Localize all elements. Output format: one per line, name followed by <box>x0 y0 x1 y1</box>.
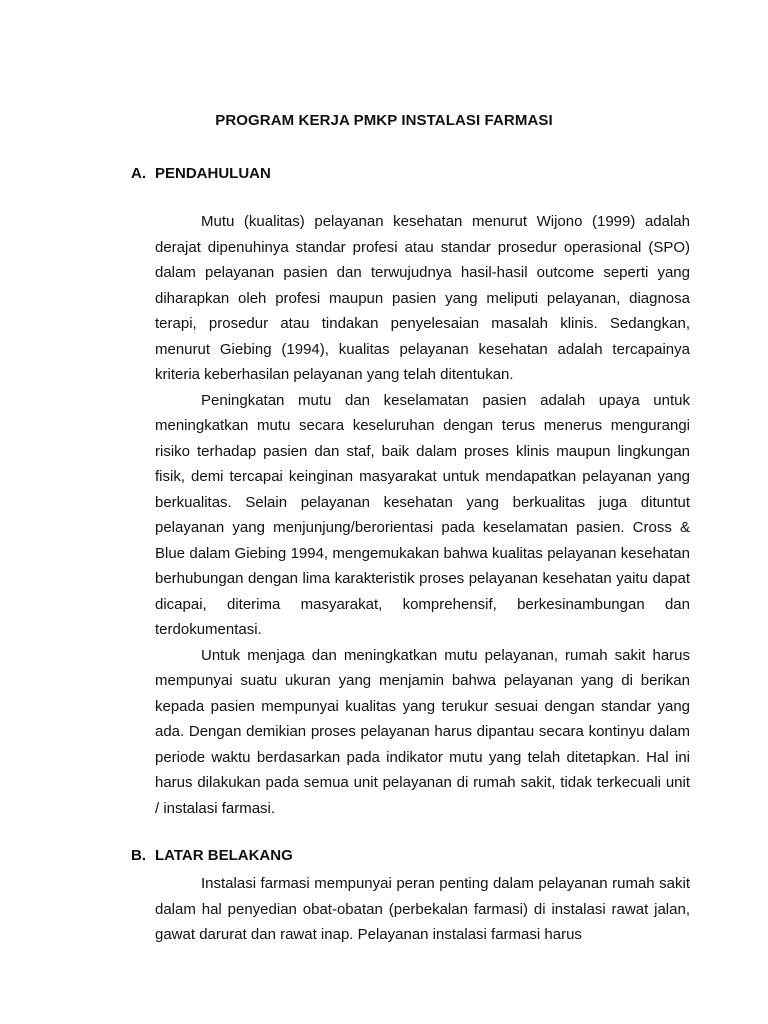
section-body-latar-belakang <box>155 871 690 948</box>
document-title: PROGRAM KERJA PMKP INSTALASI FARMASI <box>215 112 553 129</box>
paragraph: Peningkatan mutu dan keselamatan pasien adalah upaya untuk meningkatkan mutu secara keseluruhan dengan terus menerus mengurangi risiko terhadap pasien dan staf, baik dalam proses klinis maupun lingkungan fisik, demi tercapai keinginan masyarakat untuk mendapatkan pelayanan yang berkualitas. Selain pelayanan kesehatan yang berkualitas juga dituntut pelayanan yang menjunjung/berorientasi pada keselamatan pasien. Cross & Blue dalam Giebing 1994, mengemukakan bahwa kualitas pelayanan kesehatan berhubungan dengan lima karakteristik proses pelayanan kesehatan yaitu dapat dicapai, diterima masyarakat, komprehensif, berkesinambungan dan terdokumentasi. <box>155 391 690 638</box>
paragraph: Untuk menjaga dan meningkatkan mutu pelayanan, rumah sakit harus mempunyai suatu ukuran yang menjamin bahwa pelayanan yang di berikan kepada pasien mempunyai kualitas yang terukur sesuai dengan standar yang ada. Dengan demikian proses pelayanan harus dipantau secara kontinyu dalam periode waktu berdasarkan pada indikator mutu yang telah ditetapkan. Hal ini harus dilakukan pada semua unit pelayanan di rumah sakit, tidak terkecuali unit / instalasi farmasi. <box>155 646 690 817</box>
paragraph: Instalasi farmasi mempunyai peran penting dalam pelayanan rumah sakit dalam hal penyedian obat-obatan (perbekalan farmasi) di instalasi rawat jalan, gawat darurat dan rawat inap. Pelayanan instalasi farmasi harus <box>155 875 690 943</box>
section-number: B. <box>131 847 146 864</box>
section-body-pendahuluan <box>155 209 690 821</box>
paragraph: Mutu (kualitas) pelayanan kesehatan menurut Wijono (1999) adalah derajat dipenuhinya standar profesi atau standar prosedur operasional (SPO) dalam pelayanan pasien dan terwujudnya hasil-hasil outcome seperti yang diharapkan oleh profesi maupun pasien yang meliputi pelayanan, diagnosa terapi, prosedur atau tindakan penyelesaian masalah klinis. Sedangkan, menurut Giebing (1994), kualitas pelayanan kesehatan adalah tercapainya kriteria keberhasilan pelayanan yang telah ditentukan. <box>155 213 690 383</box>
section-title: LATAR BELAKANG <box>155 847 293 864</box>
section-heading-pendahuluan <box>131 165 271 182</box>
section-number: A. <box>131 165 146 182</box>
section-title: PENDAHULUAN <box>155 165 271 182</box>
section-heading-latar-belakang <box>131 847 293 864</box>
